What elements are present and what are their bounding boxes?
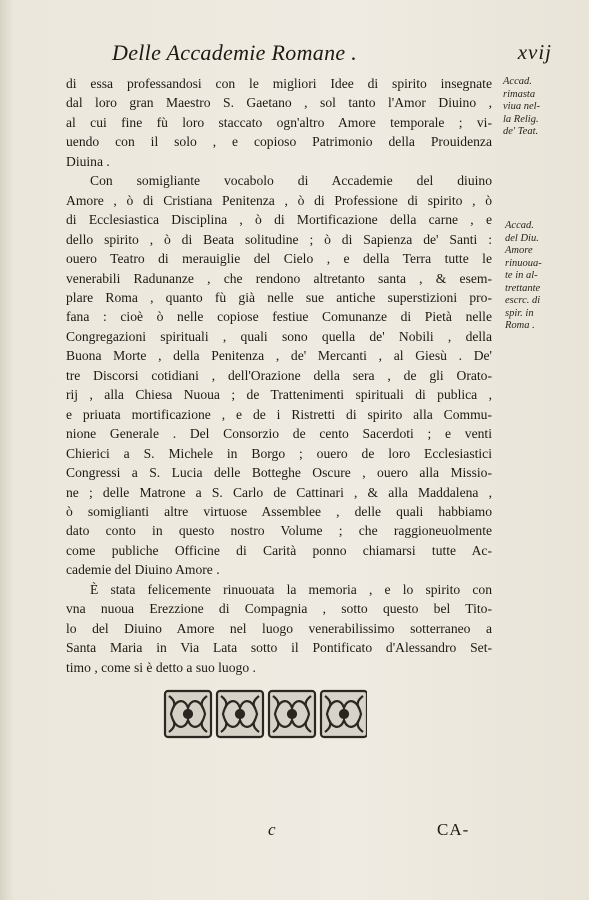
fleuron-tile-icon (165, 691, 211, 737)
text-line: cademie del Diuino Amore . (66, 562, 220, 578)
text-line: dato conto in questo nostro Volume ; che raggioneuolmente (66, 523, 492, 539)
text-line: Diuina . (66, 153, 110, 169)
text-line: ò somiglianti altre virtuose Assemblee , delle quali habbiamo (66, 503, 492, 519)
paragraph-3 (66, 580, 492, 677)
margin-line: de' Teat. (503, 126, 539, 137)
paragraph-2 (66, 171, 492, 580)
text-line: lo del Diuino Amore nel luogo venerabilissimo sotterraneo a (66, 620, 492, 636)
running-head (112, 40, 552, 70)
signature-mark: c (268, 820, 276, 839)
margin-note-divino-amore (505, 220, 567, 333)
text-line: Santa Maria in Via Lata sotto il Pontificato d'Alessandro Set- (66, 640, 492, 656)
text-line: plare Roma , quanto fù già nelle sue antiche superstizioni pro- (66, 289, 492, 305)
text-line: e priuata mortificazione , e de i Ristretti di spirito alla Commu- (66, 406, 492, 422)
text-line: come publiche Officine di Carità ponno chiamarsi tutte Ac- (66, 542, 492, 558)
text-line: Con somigliante vocabolo di Accademie del diuino (90, 173, 492, 189)
text-line: tre Discorsi cotidiani , dell'Orazione della sera , de gli Orato- (66, 367, 492, 383)
text-line: Chierici a S. Michele in Borgo ; ouero de loro Ecclesiastici (66, 445, 492, 461)
text-line: al cui fine fù loro staccato ogn'altro Amore temporale ; vi- (66, 114, 492, 130)
text-line: Amore , ò di Cristiana Penitenza , ò di Professione di spirito , ò (66, 192, 492, 208)
margin-line: spir. in (505, 307, 534, 319)
paragraph-1 (66, 74, 492, 171)
body-text (66, 74, 492, 677)
margin-line: rimasta (503, 88, 536, 100)
text-line: rij , alla Chiesa Nuoua ; de Trattenimenti spirituali di publica , (66, 387, 492, 403)
text-line: ne ; delle Matrone a S. Carlo de Cattinari , & alla Maddalena , (66, 484, 492, 500)
margin-line: viua nel- (503, 101, 541, 112)
text-line: Congressi a S. Lucia delle Botteghe Oscure , ouero alla Missio- (66, 465, 492, 481)
margin-line: rinuoua- (505, 257, 542, 269)
fleuron-ornament-band (163, 688, 367, 740)
margin-line: Accad. (505, 220, 534, 231)
text-line: Congregazioni spirituali , quali sono quella de' Nobili , della (66, 328, 492, 344)
text-line: fana : cioè ò nelle copiose festiue Comunanze di Pietà nelle (66, 309, 492, 325)
text-line: È stata felicemente rinuouata la memoria , e lo spirito con (90, 581, 492, 597)
margin-line: del Diu. (505, 232, 539, 244)
text-line: venerabili Radunanze , che rendono altretanto santa , & esem- (66, 270, 492, 286)
fleuron-tile-icon (269, 691, 315, 737)
text-line: dal loro gran Maestro S. Gaetano , sol tanto l'Amor Diuino , (66, 95, 492, 111)
margin-line: Accad. (503, 76, 532, 87)
text-line: vna nuoua Erezzione di Compagnia , sotto questo bel Tito- (66, 601, 492, 617)
text-line: ouero Teatro di merauiglie del Cielo , e della Terra tutte le (66, 251, 492, 267)
margin-line: trettante (505, 282, 541, 294)
margin-line: Roma . (505, 320, 535, 331)
text-line: timo , come si è detto a suo luogo . (66, 659, 256, 675)
catchword: CA- (437, 820, 470, 839)
text-line: Buona Morte , della Penitenza , de' Mercanti , al Giesù . De' (66, 348, 492, 364)
margin-line: te in al- (505, 270, 538, 281)
margin-note-teatini (503, 76, 565, 139)
text-line: nione Generale . Del Consorzio de cento Sacerdoti ; e venti (66, 426, 492, 442)
running-title: Delle Accademie Romane . (112, 40, 358, 65)
text-line: di Ecclesiastica Disciplina , ò di Mortificazione della carne , e (66, 212, 492, 228)
text-line: di essa professandosi con le migliori Idee di spirito insegnate (66, 76, 492, 91)
fleuron-tile-icon (217, 691, 263, 737)
text-line: dello spirito , ò di Beata solitudine ; ò di Sapienza de' Santi : (66, 231, 492, 247)
margin-line: la Relig. (503, 113, 539, 125)
margin-line: Amore (505, 245, 533, 256)
text-line: uendo con il solo , e copioso Patrimonio della Prouidenza (66, 134, 492, 150)
margin-line: escrc. di (505, 295, 541, 306)
fleuron-tile-icon (321, 691, 367, 737)
page-number: xvij (517, 40, 552, 64)
